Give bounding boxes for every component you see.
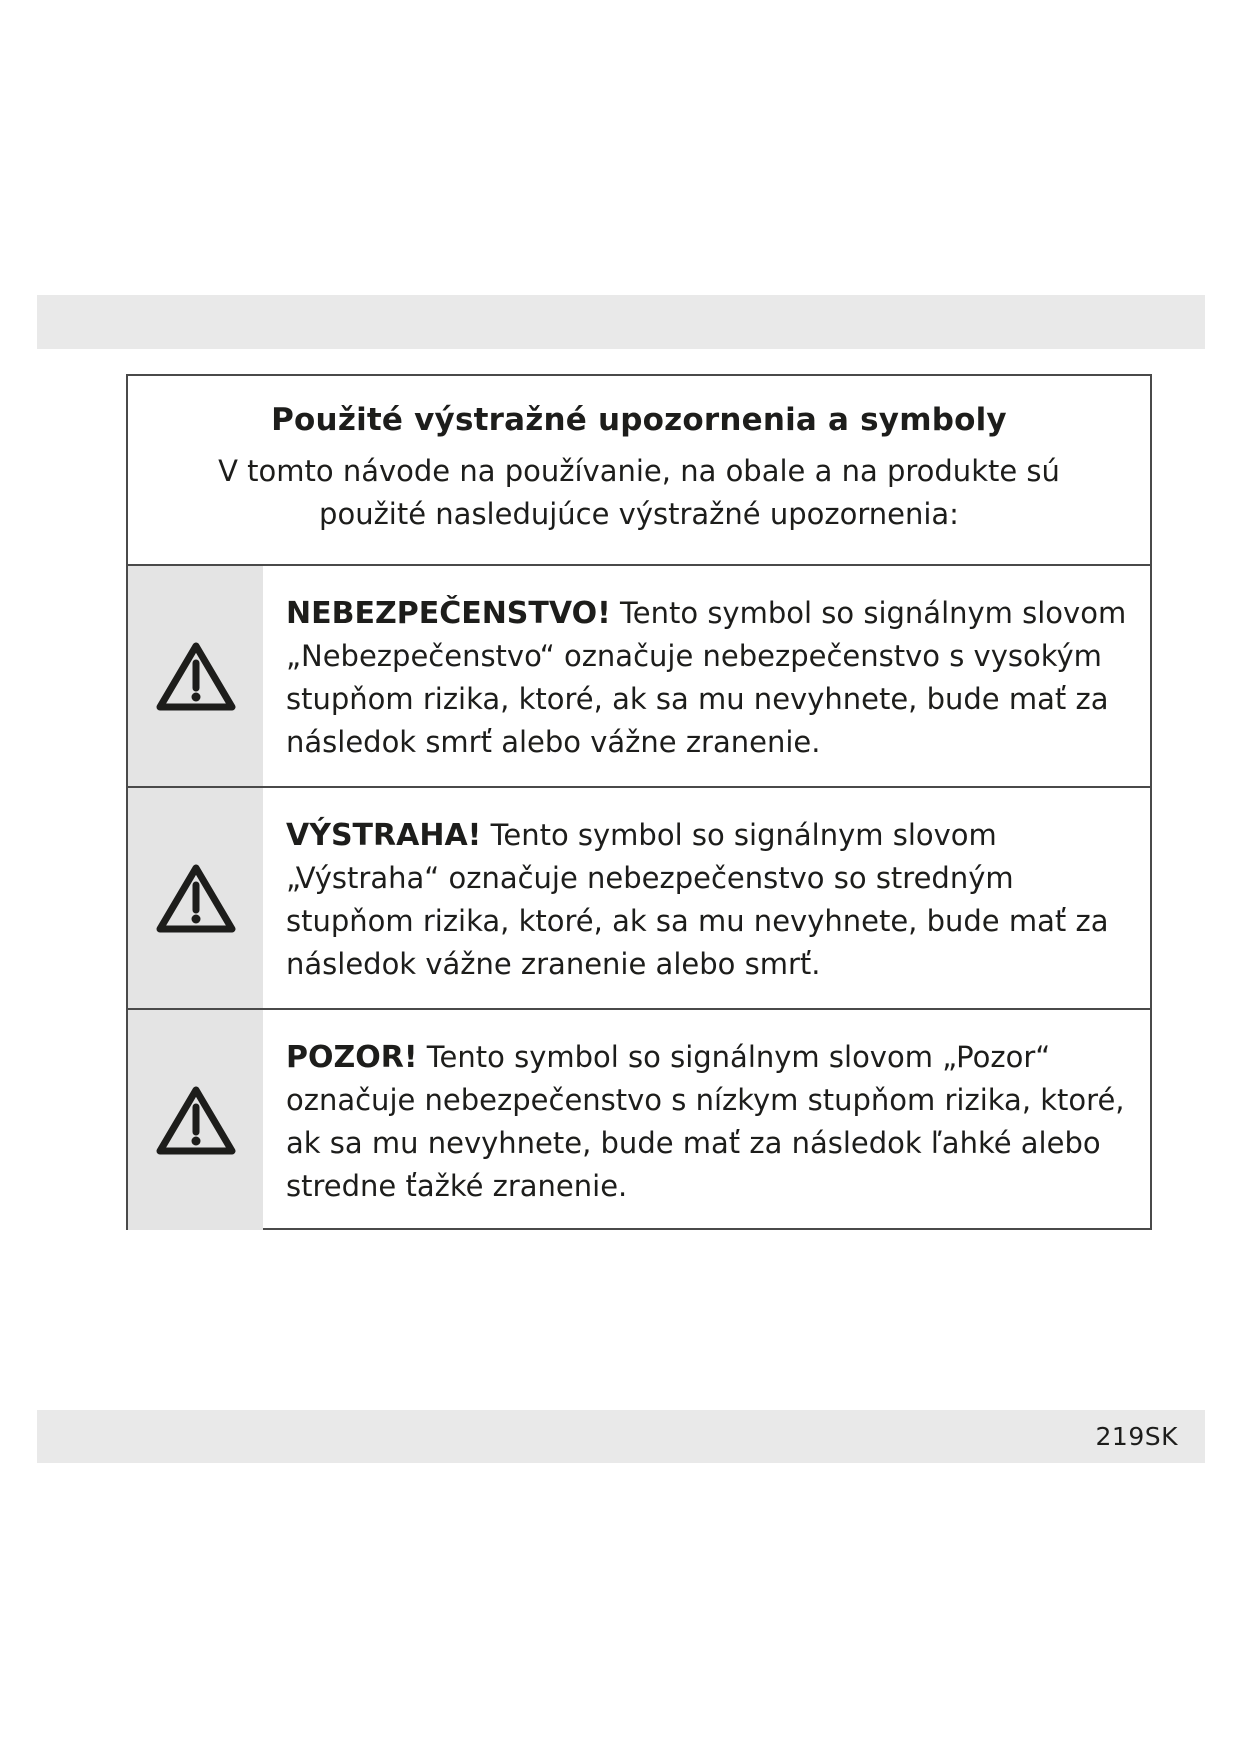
- warning-description: Tento symbol so signálnym slovom „Výstraha“ označuje nebezpečenstvo so stredným stupňom rizika, ktoré, ak sa mu nevyhnete, bude mať za následok vážne zranenie alebo smrť.: [286, 818, 1109, 981]
- footer-band: [37, 1410, 1205, 1463]
- page-number: 219SK: [1095, 1422, 1178, 1451]
- warning-text-cell: [263, 1010, 1150, 1230]
- section-title: Použité výstražné upozornenia a symboly: [271, 402, 1007, 438]
- warning-triangle-icon: [156, 641, 236, 711]
- warning-notices-table: [126, 374, 1152, 1230]
- warning-description: Tento symbol so signálnym slovom „Nebezpečenstvo“ označuje nebezpečenstvo s vysokým stupňom rizika, ktoré, ak sa mu nevyhnete, bude mať za následok smrť alebo vážne zranenie.: [286, 596, 1127, 759]
- warning-row-danger: [128, 566, 1150, 788]
- warning-row-caution: [128, 1010, 1150, 1230]
- icon-cell: [128, 566, 263, 786]
- warning-description: Tento symbol so signálnym slovom „Pozor“ označuje nebezpečenstvo s nízkym stupňom rizika, ktoré, ak sa mu nevyhnete, bude mať za následok ľahké alebo stredne ťažké zranenie.: [286, 1040, 1125, 1203]
- warning-triangle-icon: [156, 863, 236, 933]
- warning-triangle-icon: [156, 1085, 236, 1155]
- warning-text-cell: [263, 788, 1150, 1008]
- signal-word: POZOR!: [286, 1040, 418, 1075]
- icon-cell: [128, 788, 263, 1008]
- warning-row-warning: [128, 788, 1150, 1010]
- icon-cell: [128, 1010, 263, 1230]
- intro-text: V tomto návode na používanie, na obale a na produkte sú použité nasledujúce výstražné upozornenia:: [218, 454, 1060, 531]
- warning-text-cell: [263, 566, 1150, 786]
- signal-word: NEBEZPEČENSTVO!: [286, 596, 611, 631]
- intro-section: [128, 376, 1150, 566]
- header-band: [37, 295, 1205, 349]
- signal-word: VÝSTRAHA!: [286, 818, 482, 853]
